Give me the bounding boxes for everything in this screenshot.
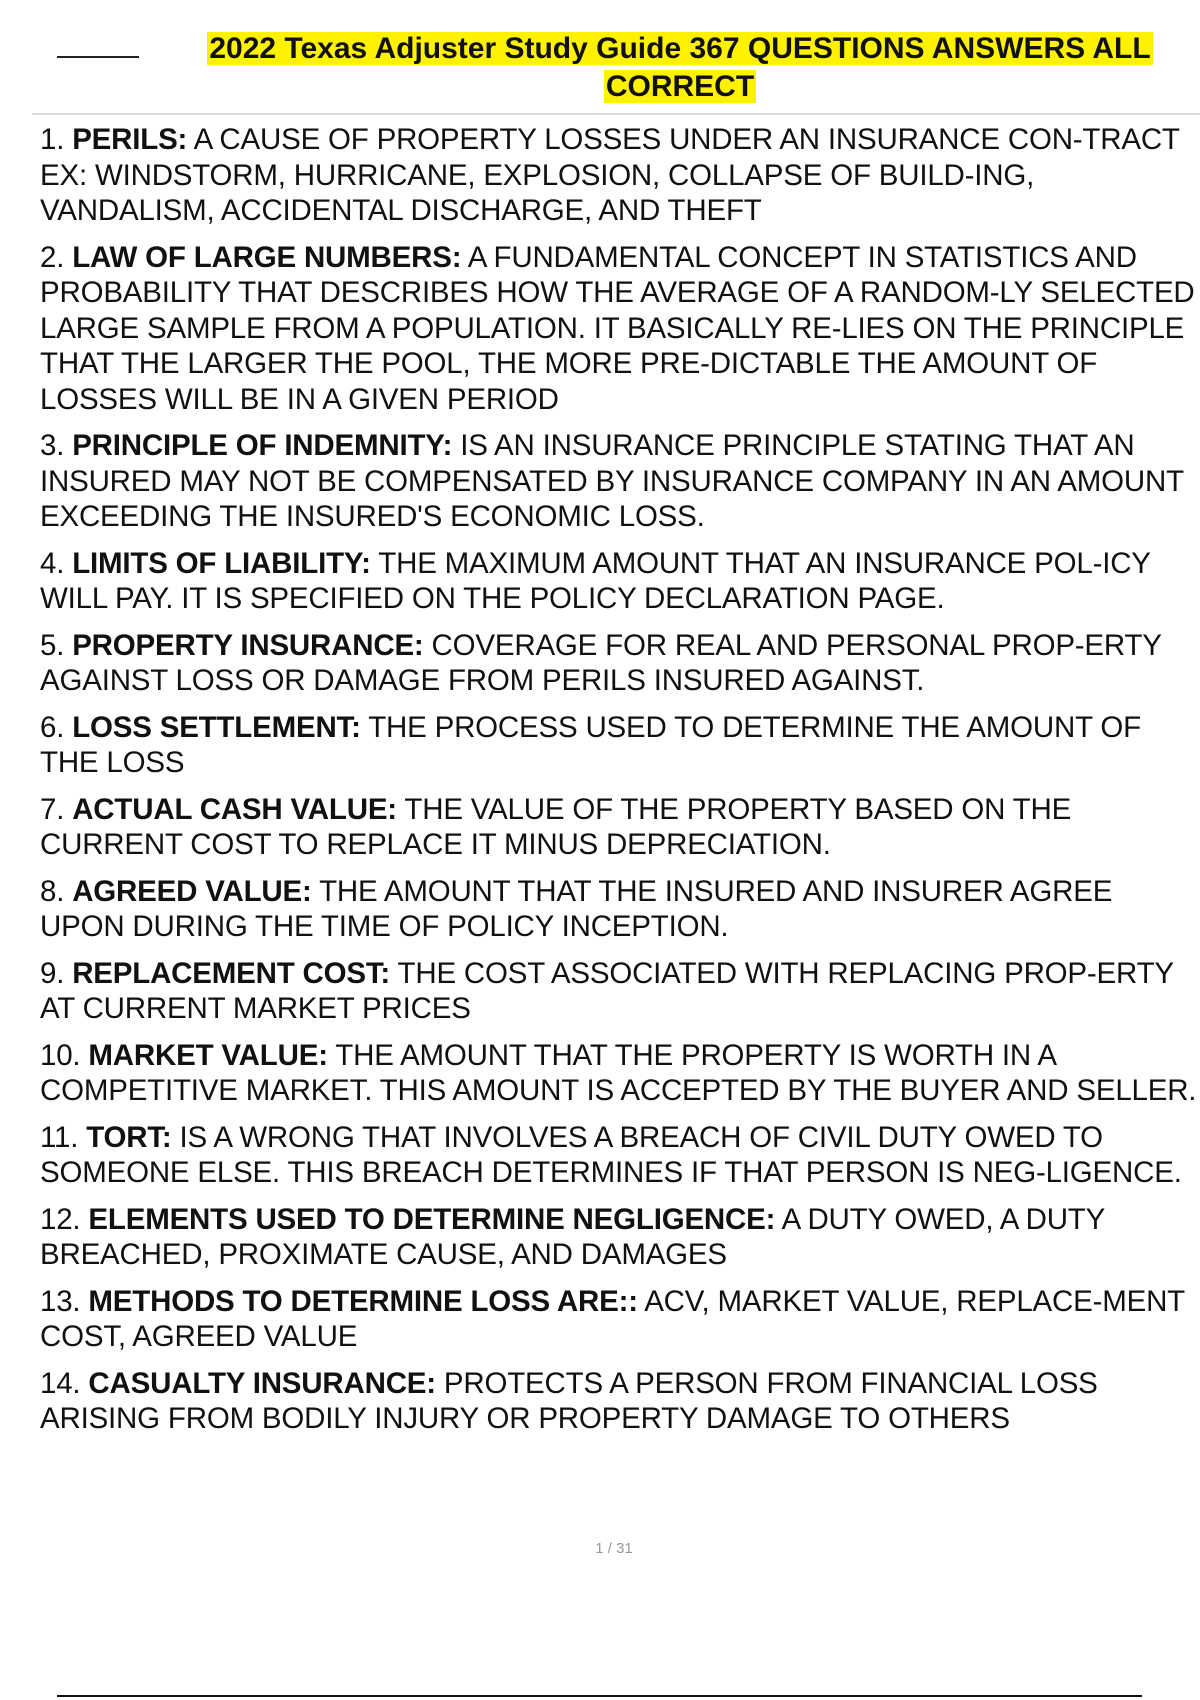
qa-item <box>40 1038 1200 1109</box>
qa-item <box>40 874 1200 945</box>
qa-definition: THE AMOUNT THAT THE INSURED AND INSURER AGREE UPON DURING THE TIME OF POLICY INCEPTION. <box>40 874 1113 943</box>
qa-item <box>40 1366 1200 1437</box>
qa-item <box>40 546 1200 617</box>
qa-definition: PROTECTS A PERSON FROM FINANCIAL LOSS ARISING FROM BODILY INJURY OR PROPERTY DAMAGE TO OTHERS <box>40 1366 1098 1435</box>
qa-definition: THE PROCESS USED TO DETERMINE THE AMOUNT OF THE LOSS <box>40 710 1141 779</box>
qa-definition: IS A WRONG THAT INVOLVES A BREACH OF CIVIL DUTY OWED TO SOMEONE ELSE. THIS BREACH DETERMINES IF THAT PERSON IS NEG-LIGENCE. <box>40 1120 1182 1189</box>
qa-term: PROPERTY INSURANCE: <box>72 628 424 662</box>
qa-number: 3. <box>40 429 65 462</box>
page-title-text: 2022 Texas Adjuster Study Guide 367 QUESTIONS ANSWERS ALL CORRECT <box>209 32 1151 103</box>
qa-term: LAW OF LARGE NUMBERS: <box>72 240 462 274</box>
qa-term: LIMITS OF LIABILITY: <box>72 546 371 580</box>
qa-number: 11. <box>40 1120 79 1154</box>
qa-item <box>40 428 1200 535</box>
qa-item <box>40 122 1200 229</box>
qa-item <box>40 240 1200 418</box>
qa-term: PRINCIPLE OF INDEMNITY: <box>72 429 453 462</box>
qa-term: CASUALTY INSURANCE: <box>88 1366 436 1400</box>
qa-definition: THE COST ASSOCIATED WITH REPLACING PROP-ERTY AT CURRENT MARKET PRICES <box>40 956 1174 1025</box>
qa-number: 1. <box>40 123 65 156</box>
qa-number: 7. <box>40 792 65 826</box>
qa-item <box>40 956 1200 1027</box>
qa-list <box>40 122 1200 1448</box>
qa-number: 4. <box>40 546 65 580</box>
qa-definition: A FUNDAMENTAL CONCEPT IN STATISTICS AND PROBABILITY THAT DESCRIBES HOW THE AVERAGE OF A RANDOM-LY SELECTED LARGE SAMPLE FROM A POPULATION. IT BASICALLY RE-LIES ON THE PRINCIPLE THAT THE LARGER THE POOL, THE MORE PRE-DICTABLE THE AMOUNT OF LOSSES WILL BE IN A GIVEN PERIOD <box>40 240 1195 416</box>
qa-item <box>40 792 1200 863</box>
qa-term: METHODS TO DETERMINE LOSS ARE:: <box>88 1284 638 1318</box>
qa-definition: IS AN INSURANCE PRINCIPLE STATING THAT AN INSURED MAY NOT BE COMPENSATED BY INSURANCE COMPANY IN AN AMOUNT EXCEEDING THE INSURED'S ECONOMIC LOSS. <box>40 429 1184 533</box>
qa-item <box>40 628 1200 699</box>
qa-item <box>40 1284 1200 1355</box>
qa-number: 9. <box>40 956 65 990</box>
qa-term: MARKET VALUE: <box>88 1038 328 1072</box>
qa-definition: THE AMOUNT THAT THE PROPERTY IS WORTH IN A COMPETITIVE MARKET. THIS AMOUNT IS ACCEPTED BY THE BUYER AND SELLER. <box>40 1038 1197 1107</box>
qa-item <box>40 710 1200 781</box>
qa-number: 6. <box>40 710 65 744</box>
qa-number: 5. <box>40 628 65 662</box>
qa-definition: COVERAGE FOR REAL AND PERSONAL PROP-ERTY AGAINST LOSS OR DAMAGE FROM PERILS INSURED AGAINST. <box>40 628 1162 697</box>
qa-definition: THE VALUE OF THE PROPERTY BASED ON THE CURRENT COST TO REPLACE IT MINUS DEPRECIATION. <box>40 792 1072 861</box>
title-rule <box>57 56 139 58</box>
header-divider <box>32 113 1200 115</box>
qa-item <box>40 1202 1200 1273</box>
qa-term: LOSS SETTLEMENT: <box>72 710 361 744</box>
qa-term: ELEMENTS USED TO DETERMINE NEGLIGENCE: <box>88 1202 776 1236</box>
qa-number: 2. <box>40 240 65 274</box>
qa-definition: ACV, MARKET VALUE, REPLACE-MENT COST, AGREED VALUE <box>40 1284 1185 1353</box>
page-title <box>160 30 1200 106</box>
qa-term: AGREED VALUE: <box>72 874 312 908</box>
qa-item <box>40 1120 1200 1191</box>
page-number: 1 / 31 <box>595 1540 633 1557</box>
qa-number: 8. <box>40 874 65 908</box>
qa-definition: THE MAXIMUM AMOUNT THAT AN INSURANCE POL-ICY WILL PAY. IT IS SPECIFIED ON THE POLICY DECLARATION PAGE. <box>40 546 1151 615</box>
qa-definition: A DUTY OWED, A DUTY BREACHED, PROXIMATE CAUSE, AND DAMAGES <box>40 1202 1105 1271</box>
qa-number: 12. <box>40 1202 81 1236</box>
footer-rule <box>57 1695 1142 1697</box>
qa-term: REPLACEMENT COST: <box>72 956 391 990</box>
qa-term: PERILS: <box>72 123 188 156</box>
qa-number: 14. <box>40 1366 81 1400</box>
qa-definition: A CAUSE OF PROPERTY LOSSES UNDER AN INSURANCE CON-TRACT EX: WINDSTORM, HURRICANE, EXPLOSION, COLLAPSE OF BUILD-ING, VANDALISM, ACCIDENTAL DISCHARGE, AND THEFT <box>40 123 1180 227</box>
qa-number: 13. <box>40 1284 81 1318</box>
qa-term: TORT: <box>86 1120 172 1154</box>
qa-number: 10. <box>40 1038 81 1072</box>
qa-term: ACTUAL CASH VALUE: <box>72 792 397 826</box>
